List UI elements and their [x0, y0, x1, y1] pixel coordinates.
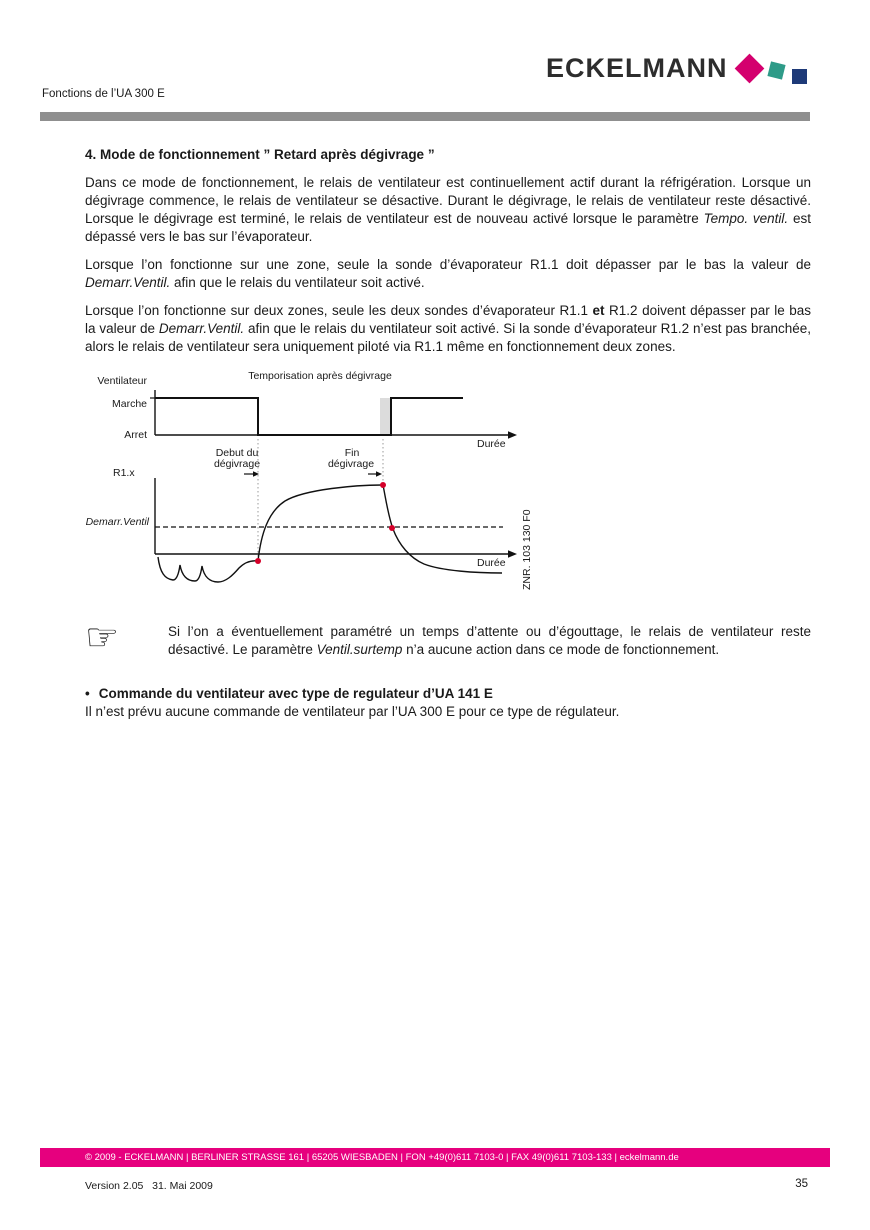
label-ventilateur: Ventilateur — [97, 375, 147, 387]
label-defrost-start-2: dégivrage — [213, 458, 261, 470]
logo-wordmark: ECKELMANN — [546, 53, 728, 83]
paragraph-2 — [85, 256, 811, 292]
param-demarr-ventil: Demarr.Ventil. — [85, 275, 171, 290]
logo-marks — [736, 52, 822, 94]
note-run: Si l’on a éventuellement paramétré un temps d’attente ou d’égouttage, le relais de ventilateur reste désactivé. Le paramètre — [168, 624, 811, 657]
paragraph-1 — [85, 174, 811, 246]
page-content — [85, 146, 811, 731]
diagram-title: Temporisation après dégivrage — [248, 370, 392, 382]
footer-address-bar: © 2009 - ECKELMANN | BERLINER STRASSE 161 | 65205 WIESBADEN | FON +49(0)611 7103-0 | FAX 49(0)611 7103-133 | eckelmann.de — [40, 1148, 830, 1167]
param-tempo-ventil: Tempo. ventil. — [703, 211, 789, 226]
bullet-heading-text: Commande du ventilateur avec type de regulateur d’UA 141 E — [98, 686, 493, 701]
event-marker-threshold-cross — [389, 525, 395, 531]
bullet-icon: • — [85, 686, 90, 701]
event-marker-defrost-start — [255, 558, 261, 564]
fan-relay-signal — [155, 398, 463, 435]
page-number: 35 — [795, 1178, 808, 1190]
figure-reference: ZNR. 103 130 F0 — [521, 509, 533, 590]
param-demarr-ventil: Demarr.Ventil. — [158, 321, 245, 336]
version-text: Version 2.05 31. Mai 2009 — [85, 1180, 213, 1192]
event-marker-defrost-end — [380, 482, 386, 488]
breadcrumb: Fonctions de l’UA 300 E — [42, 88, 165, 100]
paragraph-3-run: afin que le relais du ventilateur soit activé. Si la sonde d’évaporateur R1.2 n’est pas branchée, alors le relais de ventilateur sera uniquement piloté via R1.1 même en fonctionnement deux zones. — [85, 321, 811, 354]
note-run: n’a aucune action dans ce mode de fonctionnement. — [402, 642, 720, 657]
label-marche: Marche — [111, 398, 147, 410]
paragraph-3-run: Lorsque l’on fonctionne sur deux zones, seule les deux sondes d’évaporateur R1.1 — [85, 303, 593, 318]
paragraph-2-run: Lorsque l’on fonctionne sur une zone, seule la sonde d’évaporateur R1.1 doit dépasser par le bas la valeur de — [85, 257, 811, 272]
timing-diagram — [85, 366, 545, 601]
defrost-end-arrow — [376, 471, 382, 477]
logo-square-blue-icon — [792, 69, 807, 84]
label-threshold: Demarr.Ventil — [85, 516, 149, 528]
label-arret: Arret — [124, 429, 147, 441]
paragraph-1-run: Dans ce mode de fonctionnement, le relais de ventilateur est continuellement actif durant la réfrigération. Lorsque un dégivrage commence, le relais de ventilateur se désactive. Durant le dégivrage, le relais de ventilateur reste désactivé. Lorsque le dégivrage est terminé, le relais de ventilateur est de nouveau activé lorsque le paramètre — [85, 175, 811, 226]
note-text — [168, 623, 811, 659]
paragraph-3-run: R1.2 doivent dépasser par le bas la valeur de — [85, 303, 811, 336]
paragraph-3 — [85, 302, 811, 356]
param-ventil-surtemp: Ventil.surtemp — [316, 642, 403, 657]
label-duree-top: Durée — [477, 438, 506, 450]
label-defrost-start-1: Debut du — [215, 447, 259, 459]
closing-paragraph: Il n’est prévu aucune commande de ventilateur par l’UA 300 E pour ce type de régulateur. — [85, 704, 620, 719]
section-title: 4. Mode de fonctionnement ” Retard après dégivrage ” — [85, 147, 435, 162]
temp-time-axis-arrow — [508, 550, 517, 558]
eckelmann-logo — [546, 52, 822, 94]
label-defrost-end-1: Fin — [344, 447, 360, 459]
logo-square-green-icon — [767, 61, 785, 79]
label-defrost-end-2: dégivrage — [327, 458, 375, 470]
logo-diamond-magenta-icon — [734, 54, 764, 84]
header-divider-bar — [40, 112, 810, 121]
note-row — [85, 615, 811, 659]
paragraph-2-run: afin que le relais du ventilateur soit activé. — [170, 275, 425, 290]
fan-time-axis-arrow — [508, 431, 517, 439]
label-sensor-r1x: R1.x — [113, 467, 135, 479]
bullet-heading — [85, 685, 811, 703]
evaporator-temperature-curve — [158, 485, 502, 582]
paragraph-3-bold-run: et — [592, 303, 605, 318]
paragraph-1-run: est dépassé vers le bas sur l’évaporateur. — [85, 211, 811, 244]
timing-diagram-wrap — [85, 366, 811, 601]
pointing-hand-icon: ☞ — [85, 615, 120, 659]
label-duree-bottom: Durée — [477, 557, 506, 569]
